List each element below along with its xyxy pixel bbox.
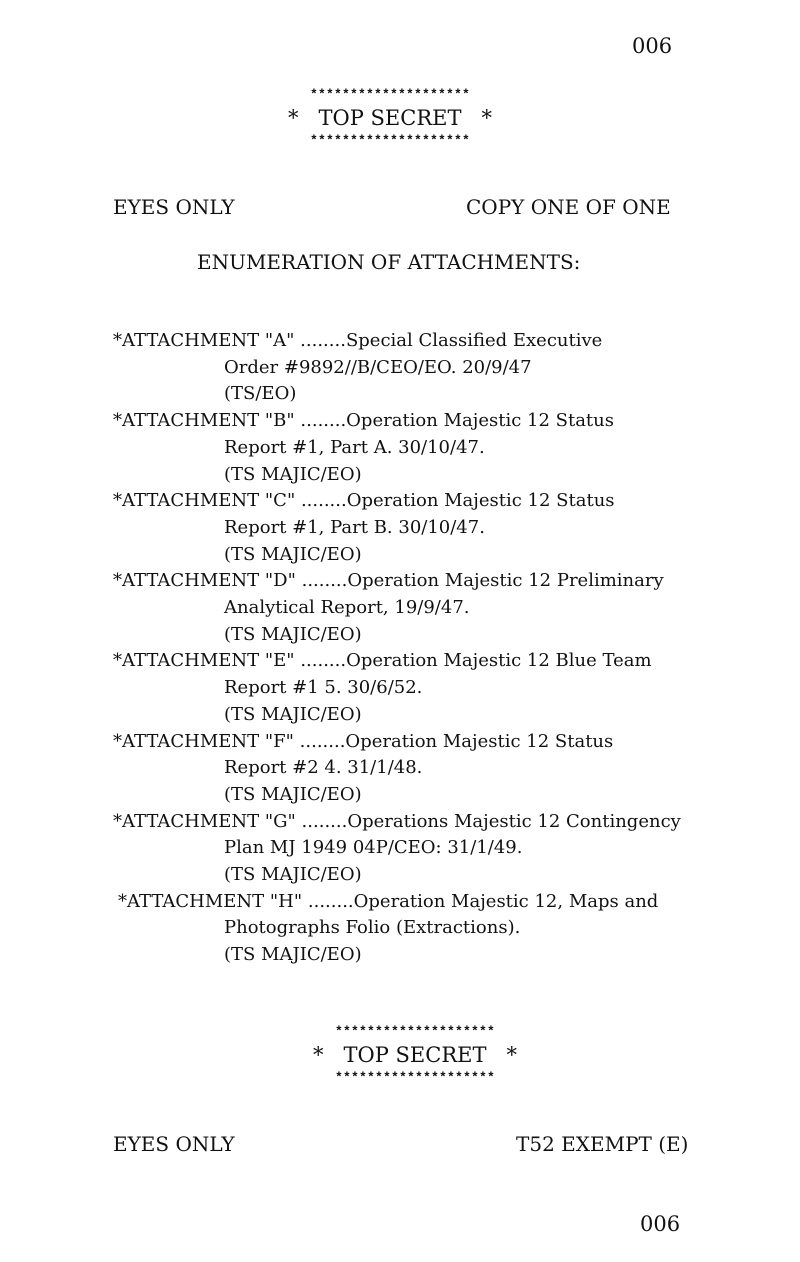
attachment-title: *ATTACHMENT "C" ........Operation Majestic 12 Status xyxy=(113,490,615,512)
banner-stars-above: ******************** xyxy=(309,87,471,102)
banner-label: * TOP SECRET * xyxy=(287,106,492,130)
attachment-classification: (TS MAJIC/EO) xyxy=(224,783,362,805)
attachment-classification: (TS MAJIC/EO) xyxy=(224,623,362,645)
attachment-detail: Report #1, Part A. 30/10/47. xyxy=(224,436,485,458)
attachment-title: *ATTACHMENT "E" ........Operation Majestic 12 Blue Team xyxy=(113,650,652,672)
top-secret-banner-bottom xyxy=(295,1025,535,1085)
attachment-title: *ATTACHMENT "A" ........Special Classified Executive xyxy=(113,330,603,351)
attachment-classification: (TS/EO) xyxy=(224,383,297,405)
banner-stars-above: ******************** xyxy=(334,1024,496,1039)
attachment-item-h xyxy=(113,889,693,969)
top-secret-banner-top xyxy=(270,88,510,148)
banner-stars-below: ******************** xyxy=(309,133,471,148)
enumeration-title: ENUMERATION OF ATTACHMENTS: xyxy=(197,250,581,274)
banner-label: * TOP SECRET * xyxy=(312,1043,517,1067)
attachment-detail: Report #1, Part B. 30/10/47. xyxy=(224,516,485,538)
attachment-classification: (TS MAJIC/EO) xyxy=(224,463,362,485)
attachment-classification: (TS MAJIC/EO) xyxy=(224,703,362,725)
page-number-top: 006 xyxy=(632,34,673,58)
copy-one-of-one-label: COPY ONE OF ONE xyxy=(466,195,671,219)
attachment-item-b xyxy=(113,408,693,488)
attachment-detail: Report #1 5. 30/6/52. xyxy=(224,677,423,699)
attachment-classification: (TS MAJIC/EO) xyxy=(224,944,362,966)
attachment-title: *ATTACHMENT "F" ........Operation Majestic 12 Status xyxy=(113,730,614,752)
attachment-title: *ATTACHMENT "D" ........Operation Majestic 12 Preliminary xyxy=(113,570,664,592)
page-number-bottom: 006 xyxy=(640,1212,681,1236)
attachment-item-f xyxy=(113,729,693,809)
banner-stars-below: ******************** xyxy=(334,1070,496,1085)
attachment-classification: (TS MAJIC/EO) xyxy=(224,864,362,886)
attachment-title: *ATTACHMENT "H" ........Operation Majestic 12, Maps and xyxy=(118,890,659,912)
t52-exempt-label: T52 EXEMPT (E) xyxy=(516,1132,689,1156)
eyes-only-label-top: EYES ONLY xyxy=(113,195,235,219)
attachment-item-g xyxy=(113,809,693,889)
attachment-detail: Report #2 4. 31/1/48. xyxy=(224,757,423,779)
attachment-classification: (TS MAJIC/EO) xyxy=(224,543,362,565)
attachment-item-a xyxy=(113,328,693,408)
attachment-title: *ATTACHMENT "B" ........Operation Majestic 12 Status xyxy=(113,410,614,432)
attachment-title: *ATTACHMENT "G" ........Operations Majestic 12 Contingency xyxy=(113,810,681,832)
attachment-item-e xyxy=(113,648,693,728)
attachment-detail: Plan MJ 1949 04P/CEO: 31/1/49. xyxy=(224,837,523,859)
eyes-only-label-bottom: EYES ONLY xyxy=(113,1132,235,1156)
attachment-item-c xyxy=(113,488,693,568)
attachment-detail: Analytical Report, 19/9/47. xyxy=(224,597,470,619)
attachment-detail: Order #9892//B/CEO/EO. 20/9/47 xyxy=(224,356,532,378)
attachment-detail: Photographs Folio (Extractions). xyxy=(224,917,521,939)
attachment-item-d xyxy=(113,568,693,648)
attachment-list xyxy=(113,328,693,969)
